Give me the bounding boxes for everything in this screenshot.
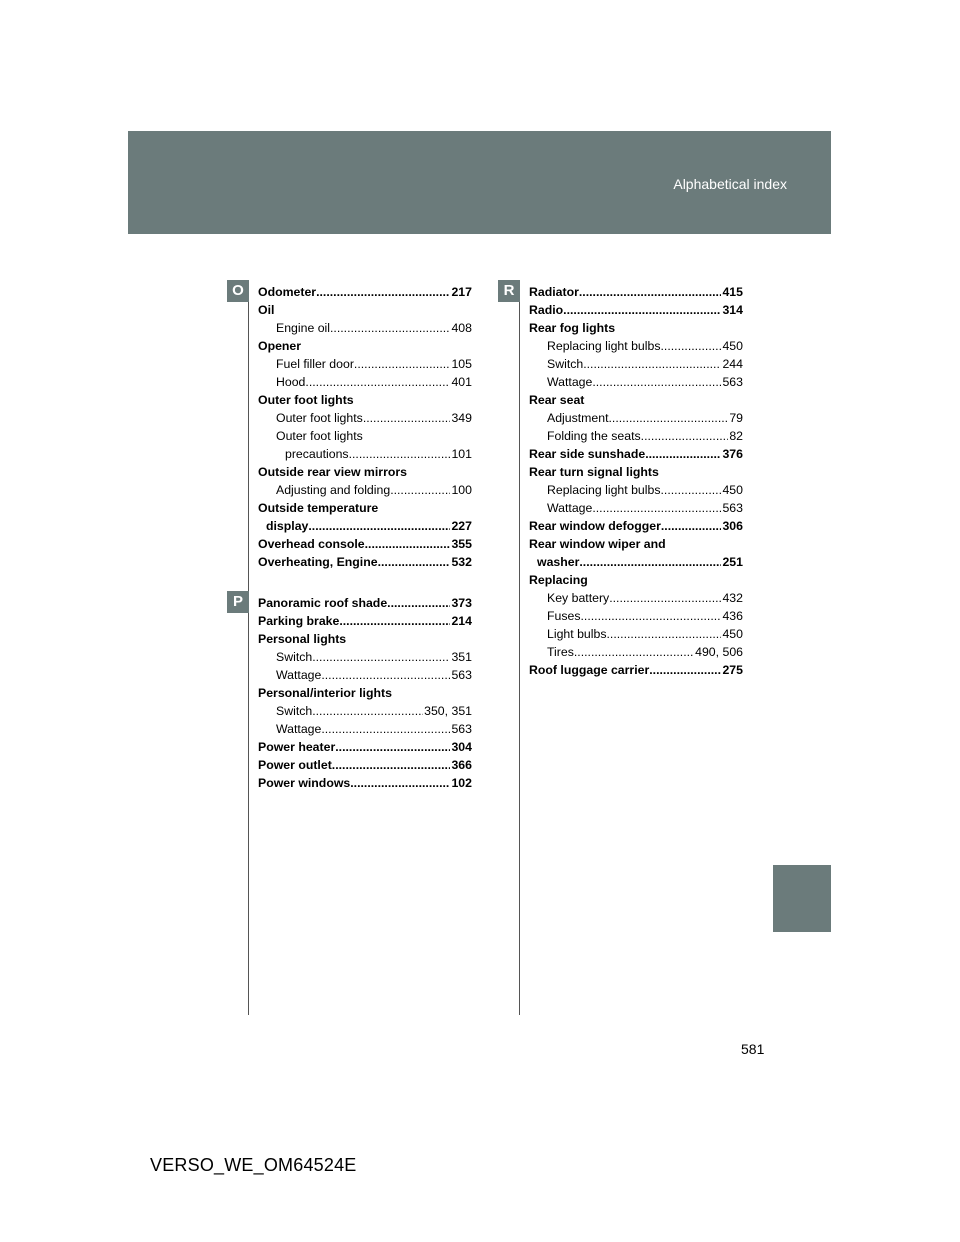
section-letter-r: R [498,280,520,302]
index-entry[interactable]: Roof luggage carrier ..... 275 [529,661,743,679]
index-subentry[interactable]: Switch ..... 244 [529,355,743,373]
index-subentry[interactable]: Wattage ..... 563 [529,373,743,391]
section-letter-o: O [227,280,249,302]
index-heading: Personal lights [258,632,347,646]
page-title: Alphabetical index [673,176,787,192]
index-entry[interactable]: Power outlet ..... 366 [258,756,472,774]
index-subentry[interactable]: Replacing light bulbs ..... 450 [529,337,743,355]
index-subentry[interactable]: Wattage ..... 563 [258,666,472,684]
index-subentry[interactable]: Light bulbs ..... 450 [529,625,743,643]
index-subentry[interactable]: Wattage ..... 563 [258,720,472,738]
index-heading: Outside temperature [258,501,379,515]
index-subentry[interactable]: Fuel filler door ..... 105 [258,355,472,373]
index-entry[interactable]: Rear window defogger ..... 306 [529,517,743,535]
index-entry[interactable]: Radio ..... 314 [529,301,743,319]
index-entry[interactable]: Rear side sunshade ..... 376 [529,445,743,463]
index-entry[interactable]: washer ..... 251 [529,553,743,571]
index-section-r [529,283,743,679]
header-band [128,131,831,234]
index-subentry[interactable]: Tires ..... 490, 506 [529,643,743,661]
index-entry[interactable]: display ..... 227 [258,517,472,535]
section-letter-p: P [227,591,249,613]
index-heading: Outer foot lights [258,393,354,407]
index-subentry[interactable]: Switch ..... 350, 351 [258,702,472,720]
index-entry[interactable]: Radiator ..... 415 [529,283,743,301]
index-heading: Oil [258,303,275,317]
index-subentry[interactable]: Outer foot lights ..... 349 [258,409,472,427]
index-subentry[interactable]: Folding the seats ..... 82 [529,427,743,445]
index-heading: Rear turn signal lights [529,465,659,479]
column-divider-right [519,282,520,1015]
index-heading: Personal/interior lights [258,686,392,700]
section-tab-marker [773,865,831,932]
index-heading: Opener [258,339,302,353]
index-section-o [258,283,472,571]
index-entry[interactable]: Power windows ..... 102 [258,774,472,792]
index-subentry[interactable]: Switch ..... 351 [258,648,472,666]
index-subentry[interactable]: Wattage ..... 563 [529,499,743,517]
index-heading: Rear seat [529,393,585,407]
index-subentry[interactable]: Adjustment ..... 79 [529,409,743,427]
index-heading: Rear window wiper and [529,537,666,551]
index-subentry[interactable]: precautions ..... 101 [258,445,472,463]
index-entry[interactable]: Parking brake ..... 214 [258,612,472,630]
index-heading: Replacing [529,573,588,587]
index-subentry[interactable]: Engine oil ..... 408 [258,319,472,337]
index-entry[interactable]: Overhead console ..... 355 [258,535,472,553]
column-divider-left [248,282,249,1015]
document-code: VERSO_WE_OM64524E [150,1155,357,1175]
index-subentry-line: Outer foot lights [276,429,363,443]
index-entry[interactable]: Power heater ..... 304 [258,738,472,756]
index-subentry[interactable]: Adjusting and folding ..... 100 [258,481,472,499]
index-heading: Rear fog lights [529,321,616,335]
index-heading: Outside rear view mirrors [258,465,407,479]
index-section-p [258,594,472,792]
index-entry[interactable]: Panoramic roof shade ..... 373 [258,594,472,612]
index-subentry[interactable]: Replacing light bulbs ..... 450 [529,481,743,499]
index-entry[interactable]: Odometer ..... 217 [258,283,472,301]
index-subentry[interactable]: Key battery ..... 432 [529,589,743,607]
index-entry[interactable]: Overheating, Engine ..... 532 [258,553,472,571]
index-subentry[interactable]: Fuses ..... 436 [529,607,743,625]
index-subentry[interactable]: Hood ..... 401 [258,373,472,391]
page-number: 581 [741,1041,765,1057]
